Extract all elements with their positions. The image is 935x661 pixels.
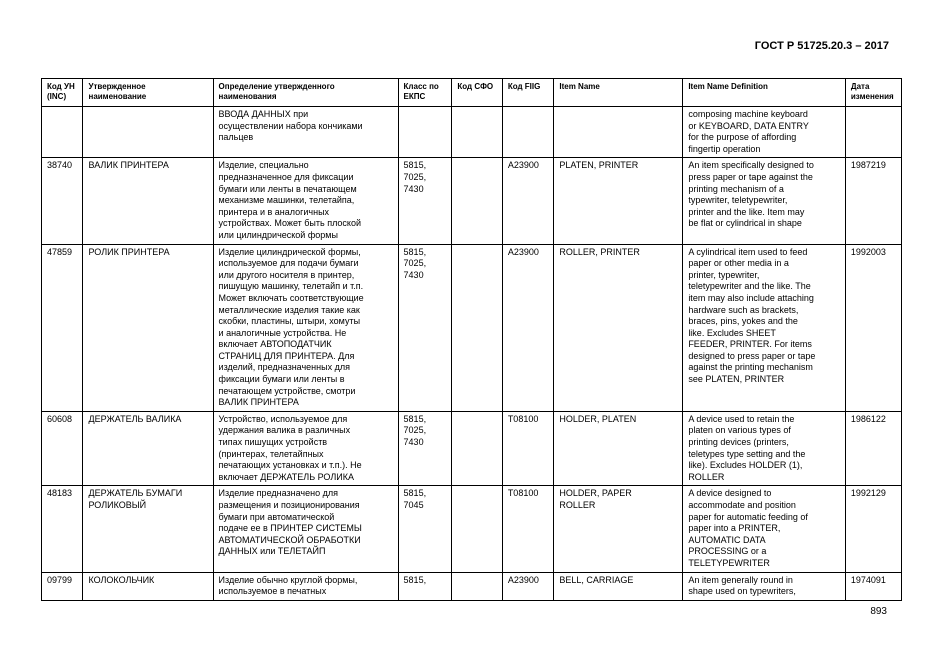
column-header-item-name: Item Name — [554, 79, 683, 107]
cell-fiig-code: A23900 — [502, 158, 554, 244]
cell-item-name-definition: An item specifically designed to press paper or tape against the printing mechanism of a typewriter, teletypewriter, printer and the like. Item may be flat or cylindrical in shape — [683, 158, 846, 244]
cell-approved-name — [83, 107, 213, 158]
table-row — [42, 158, 902, 244]
column-header-sfo-code: Код СФО — [452, 79, 502, 107]
cell-item-name — [554, 107, 683, 158]
cell-inc-code: 48183 — [42, 486, 83, 572]
cell-approved-name: РОЛИК ПРИНТЕРА — [83, 244, 213, 411]
cell-inc-code: 38740 — [42, 158, 83, 244]
cell-fiig-code: A23900 — [502, 244, 554, 411]
cell-fiig-code: T08100 — [502, 411, 554, 486]
table-row — [42, 107, 902, 158]
cell-sfo-code — [452, 486, 502, 572]
cell-item-name: BELL, CARRIAGE — [554, 572, 683, 600]
cell-item-name-definition: composing machine keyboard or KEYBOARD, DATA ENTRY for the purpose of affording fingertip operation — [683, 107, 846, 158]
cell-definition: Изделие предназначено для размещения и позиционирования бумаги при автоматической подаче ее в ПРИНТЕР СИСТЕМЫ АВТОМАТИЧЕСКОЙ ОБРАБОТКИ ДАННЫХ или ТЕЛЕТАЙП — [213, 486, 398, 572]
cell-ekps-class — [398, 107, 452, 158]
cell-change-date: 1987219 — [845, 158, 901, 244]
column-header-item-name-definition: Item Name Definition — [683, 79, 846, 107]
column-header-definition: Определение утвержденного наименования — [213, 79, 398, 107]
cell-fiig-code: T08100 — [502, 486, 554, 572]
cell-change-date: 1992129 — [845, 486, 901, 572]
table-body — [42, 107, 902, 601]
cell-inc-code — [42, 107, 83, 158]
cell-item-name-definition: An item generally round in shape used on typewriters, — [683, 572, 846, 600]
cell-change-date: 1986122 — [845, 411, 901, 486]
cell-approved-name: КОЛОКОЛЬЧИК — [83, 572, 213, 600]
table-row — [42, 244, 902, 411]
cell-sfo-code — [452, 158, 502, 244]
cell-approved-name: ДЕРЖАТЕЛЬ БУМАГИ РОЛИКОВЫЙ — [83, 486, 213, 572]
cell-ekps-class: 5815, 7025, 7430 — [398, 158, 452, 244]
cell-definition: Изделие обычно круглой формы, используемое в печатных — [213, 572, 398, 600]
cell-item-name-definition: A device used to retain the platen on various types of printing devices (printers, teletypes type setting and the like). Excludes HOLDER (1), ROLLER — [683, 411, 846, 486]
column-header-change-date: Дата изменения — [845, 79, 901, 107]
cell-item-name: HOLDER, PLATEN — [554, 411, 683, 486]
cell-sfo-code — [452, 107, 502, 158]
cell-definition: Устройство, используемое для удержания валика в различных типах пишущих устройств (принтерах, телетайпных печатающих установках и т.п.). Не включает ДЕРЖАТЕЛЬ РОЛИКА — [213, 411, 398, 486]
column-header-fiig-code: Код FIIG — [502, 79, 554, 107]
cell-change-date: 1992003 — [845, 244, 901, 411]
cell-ekps-class: 5815, 7025, 7430 — [398, 411, 452, 486]
cell-item-name-definition: A device designed to accommodate and position paper for automatic feeding of paper into a PRINTER, AUTOMATIC DATA PROCESSING or a TELETYPEWRITER — [683, 486, 846, 572]
cell-approved-name: ВАЛИК ПРИНТЕРА — [83, 158, 213, 244]
cell-fiig-code: A23900 — [502, 572, 554, 600]
cell-definition: ВВОДА ДАННЫХ при осуществлении набора кончиками пальцев — [213, 107, 398, 158]
table-header-row — [42, 79, 902, 107]
cell-fiig-code — [502, 107, 554, 158]
cell-sfo-code — [452, 572, 502, 600]
cell-item-name: HOLDER, PAPER ROLLER — [554, 486, 683, 572]
cell-sfo-code — [452, 244, 502, 411]
specification-table — [41, 78, 902, 601]
cell-item-name-definition: A cylindrical item used to feed paper or other media in a printer, typewriter, teletypewriter and the like. The item may also include attaching hardware such as brackets, braces, pins, yokes and the like. Excludes SHEET FEEDER, PRINTER. For items designed to press paper or tape against the printing mechanism see PLATEN, PRINTER — [683, 244, 846, 411]
cell-sfo-code — [452, 411, 502, 486]
cell-definition: Изделие, специально предназначенное для фиксации бумаги или ленты в печатающем механизме машинки, телетайпа, принтера и в аналогичных устройствах. Может быть плоской или цилиндрической формы — [213, 158, 398, 244]
cell-ekps-class: 5815, 7025, 7430 — [398, 244, 452, 411]
column-header-approved-name: Утвержденное наименование — [83, 79, 213, 107]
cell-ekps-class: 5815, — [398, 572, 452, 600]
standard-code-header: ГОСТ Р 51725.20.3 – 2017 — [754, 40, 889, 52]
cell-ekps-class: 5815, 7045 — [398, 486, 452, 572]
table-row — [42, 411, 902, 486]
cell-inc-code: 47859 — [42, 244, 83, 411]
cell-approved-name: ДЕРЖАТЕЛЬ ВАЛИКА — [83, 411, 213, 486]
column-header-inc-code: Код УН (INC) — [42, 79, 83, 107]
table-row — [42, 572, 902, 600]
column-header-ekps-class: Класс по ЕКПС — [398, 79, 452, 107]
cell-item-name: PLATEN, PRINTER — [554, 158, 683, 244]
cell-inc-code: 09799 — [42, 572, 83, 600]
cell-inc-code: 60608 — [42, 411, 83, 486]
cell-change-date: 1974091 — [845, 572, 901, 600]
cell-definition: Изделие цилиндрической формы, используемое для подачи бумаги или другого носителя в принтер, пишущую машинку, телетайп и т.п. Может включать соответствующие металлические изделия такие как скобки, пластины, штыри, хомуты и аналогичные устройства. Не включает АВТОПОДАТЧИК СТРАНИЦ ДЛЯ ПРИНТЕРА. Для изделий, предназначенных для фиксации бумаги или ленты в печатающем устройстве, смотри ВАЛИК ПРИНТЕРА — [213, 244, 398, 411]
cell-change-date — [845, 107, 901, 158]
page-number: 893 — [870, 606, 887, 617]
cell-item-name: ROLLER, PRINTER — [554, 244, 683, 411]
table-row — [42, 486, 902, 572]
